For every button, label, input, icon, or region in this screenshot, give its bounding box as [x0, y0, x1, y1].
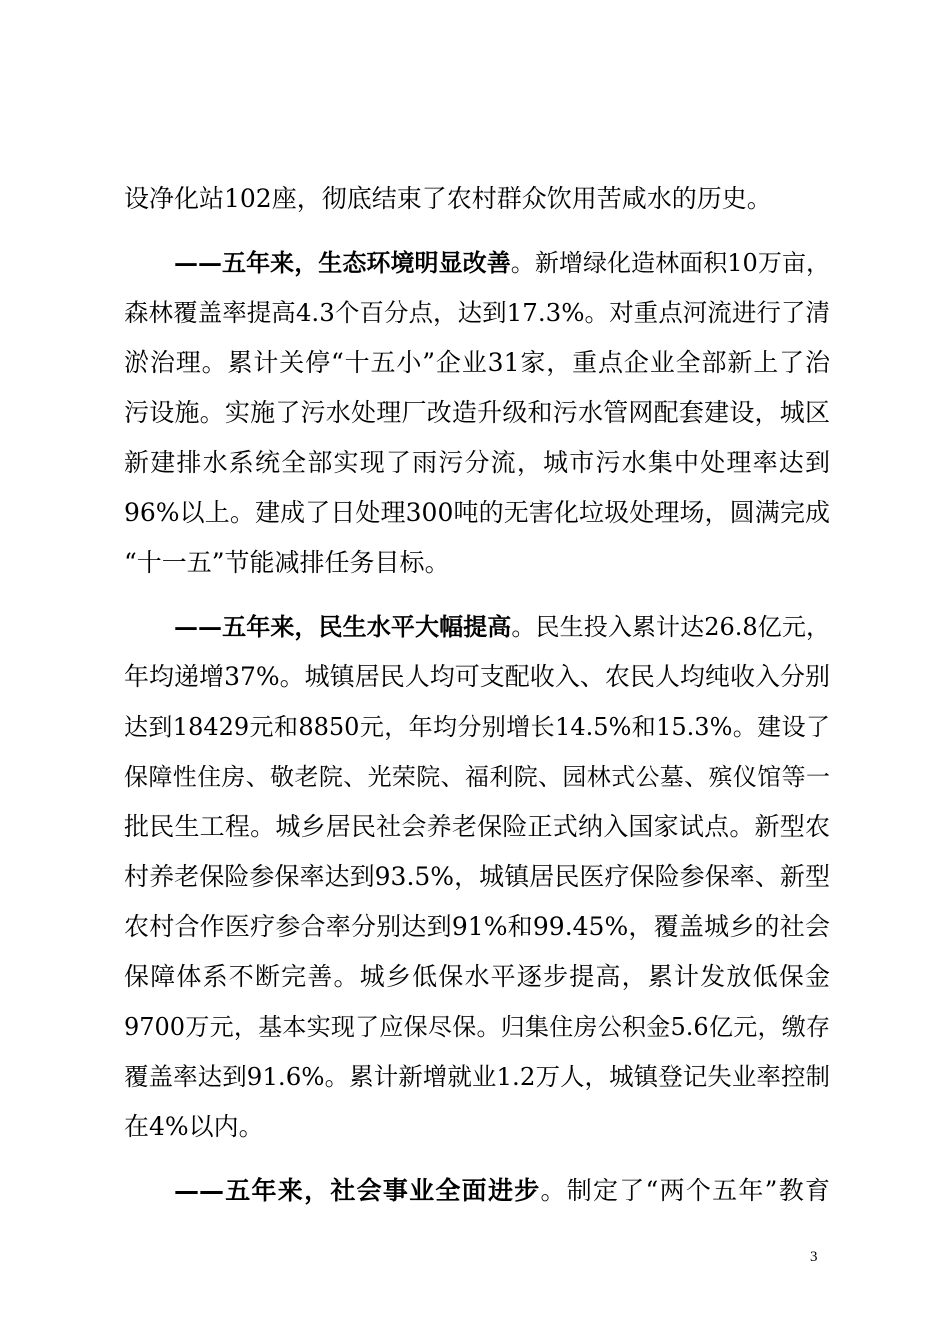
text-line	[124, 1102, 830, 1152]
text-line	[124, 288, 830, 338]
text-line	[124, 852, 830, 902]
text-line	[124, 174, 830, 224]
line-text: 在4%以内。	[124, 1112, 264, 1141]
paragraph-gap	[124, 224, 830, 238]
line-text: “十一五”节能减排任务目标。	[124, 548, 450, 577]
line-text: 。新增绿化造林面积10万亩，	[510, 249, 831, 277]
text-line	[124, 702, 830, 752]
paragraph-gap	[124, 588, 830, 602]
line-text: 保障性住房、敬老院、光荣院、福利院、园林式公墓、殡仪馆等一	[124, 763, 830, 791]
text-line	[124, 438, 830, 488]
line-text: 96%以上。建成了日处理300吨的无害化垃圾处理场，圆满完成	[124, 498, 830, 527]
text-line	[124, 752, 830, 802]
text-line	[124, 902, 830, 952]
line-text: 农村合作医疗参合率分别达到91%和99.45%，覆盖城乡的社会	[124, 912, 830, 941]
text-body	[124, 174, 830, 1216]
line-text: 年均递增37%。城镇居民人均可支配收入、农民人均纯收入分别	[124, 662, 830, 691]
text-line	[124, 1166, 830, 1216]
line-text: 批民生工程。城乡居民社会养老保险正式纳入国家试点。新型农	[124, 812, 830, 841]
page-number: 3	[810, 1249, 818, 1265]
line-text: 村养老保险参保率达到93.5%，城镇居民医疗保险参保率、新型	[124, 862, 830, 891]
text-line	[124, 1052, 830, 1102]
line-text: 新建排水系统全部实现了雨污分流，城市污水集中处理率达到	[124, 448, 830, 477]
line-text: 森林覆盖率提高4.3个百分点，达到17.3%。对重点河流进行了清	[124, 298, 830, 327]
paragraph-heading: ——五年来，民生水平大幅提高	[174, 612, 512, 641]
line-text: 。制定了“两个五年”教育	[540, 1176, 830, 1205]
paragraph-heading: ——五年来，社会事业全面进步	[174, 1176, 541, 1205]
text-line	[124, 652, 830, 702]
line-text: 9700万元，基本实现了应保尽保。归集住房公积金5.6亿元，缴存	[124, 1013, 830, 1041]
text-line	[124, 602, 830, 652]
line-text: 设净化站102座，彻底结束了农村群众饮用苦咸水的历史。	[124, 184, 772, 213]
text-line	[124, 238, 830, 288]
text-line	[124, 1002, 830, 1052]
line-text: 污设施。实施了污水处理厂改造升级和污水管网配套建设，城区	[124, 398, 830, 427]
text-line	[124, 952, 830, 1002]
line-text: 淤治理。累计关停“十五小”企业31家，重点企业全部新上了治	[124, 348, 830, 377]
text-line	[124, 338, 830, 388]
line-text: 覆盖率达到91.6%。累计新增就业1.2万人，城镇登记失业率控制	[124, 1062, 830, 1091]
text-line	[124, 802, 830, 852]
paragraph-gap	[124, 1152, 830, 1166]
paragraph-heading: ——五年来，生态环境明显改善	[174, 248, 511, 277]
text-line	[124, 388, 830, 438]
line-text: 。民生投入累计达26.8亿元，	[511, 613, 831, 641]
text-line	[124, 538, 830, 588]
line-text: 保障体系不断完善。城乡低保水平逐步提高，累计发放低保金	[124, 962, 830, 991]
text-line	[124, 488, 830, 538]
line-text: 达到18429元和8850元，年均分别增长14.5%和15.3%。建设了	[124, 713, 830, 741]
